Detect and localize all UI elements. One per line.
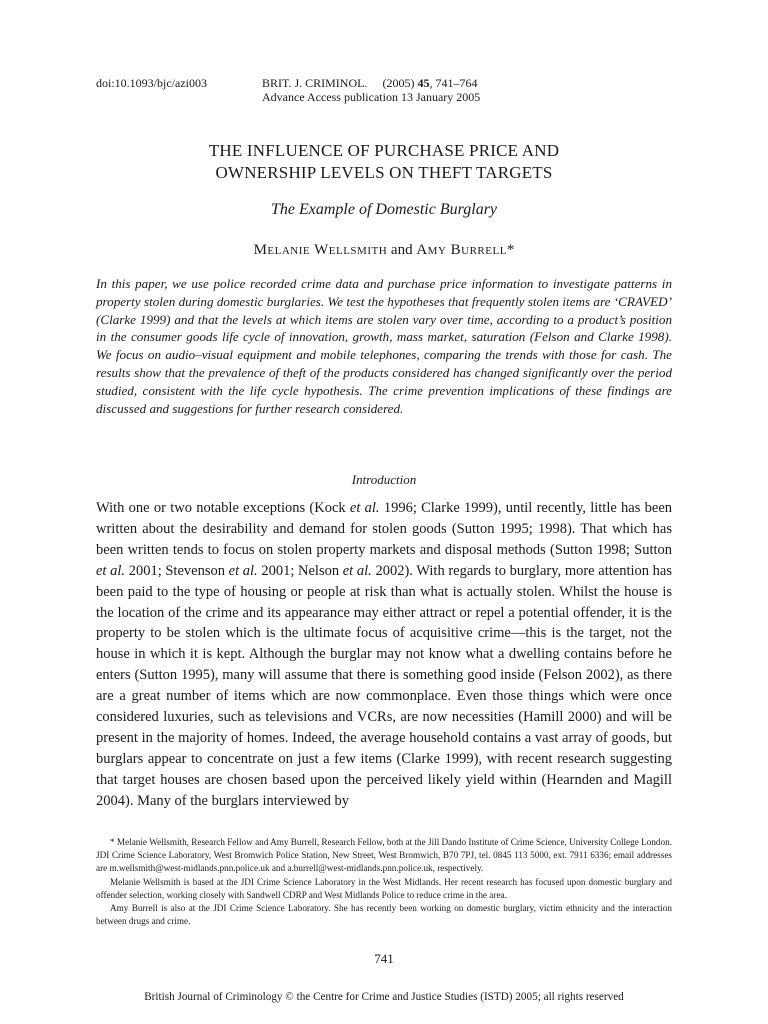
section-heading: Introduction <box>351 472 417 487</box>
paragraph-text: 2001; Nelson <box>257 562 343 579</box>
citation-et-al: et al. <box>349 500 380 516</box>
paragraph-text: 1996; Clarke 1999), until recently, little has been written about the desirability and demand for stolen goods (Sutton 1995; 1998). That which has been written tends to focus on stolen property markets and disposal methods (Sutton 1998; Sutton <box>96 500 673 558</box>
author-bio-note: Amy Burrell is also at the JDI Crime Science Laboratory. She has recently been working on domestic burglary, victim ethnicity and the interaction between drugs and crime. <box>96 903 672 927</box>
title-line-2: OWNERSHIP LEVELS ON THEFT TARGETS <box>215 163 553 182</box>
introduction-paragraph <box>96 498 672 812</box>
journal-year: (2005) <box>382 76 415 90</box>
article-subtitle: The Example of Domestic Burglary <box>270 201 498 218</box>
citation-line <box>262 76 480 90</box>
author-name-2: Amy Burrell <box>416 242 507 258</box>
copyright-notice: British Journal of Criminology © the Centre for Crime and Justice Studies (ISTD) 2005; all rights reserved <box>144 991 624 1003</box>
author-conjunction: and <box>387 242 417 258</box>
journal-volume: 45 <box>417 76 430 90</box>
title-line-1: THE INFLUENCE OF PURCHASE PRICE AND <box>208 141 560 160</box>
journal-citation <box>262 76 480 104</box>
citation-et-al: et al. <box>342 562 372 579</box>
paragraph-text: With one or two notable exceptions (Kock <box>96 500 350 516</box>
page-number: 741 <box>374 951 394 966</box>
author-bio-note: Melanie Wellsmith is based at the JDI Crime Science Laboratory in the West Midlands. Her recent research has focused upon domestic burglary and offender selection, working closely with Sandwell CDRP and West Midlands Police to reduce crime in the area. <box>96 876 672 900</box>
citation-et-al: et al. <box>96 562 126 579</box>
author-line <box>96 241 672 259</box>
paragraph-text: 2002). With regards to burglary, more attention has been paid to the type of housing or people at risk than what is actually stolen. Whilst the house is the location of the crime and its appearance may either attract or repel a potential offender, it is the property to be stolen which is the ultimate focus of acquisitive crime—this is the target, not the house in which it is kept. Although the burglar may not know what a dwelling contains before he enters (Sutton 1995), many will assume that there is something good inside (Felson 2002), as there are a great number of items which are now commonplace. Even those things which were once considered luxuries, such as televisions and VCRs, are now necessities (Hamill 2000) and will be present in the majority of homes. Indeed, the average household contains a vast array of goods, but burglars appear to concentrate on just a few items (Clarke 1999), with recent research suggesting that target houses are chosen based upon the perceived likely yield within (Hearnden and Magill 2004). Many of the burglars interviewed by <box>96 562 672 809</box>
journal-abbrev: BRIT. J. CRIMINOL. <box>262 76 368 90</box>
citation-et-al: et al. <box>228 562 258 579</box>
journal-pages: , 741–764 <box>429 76 478 90</box>
footnotes <box>96 836 672 928</box>
author-name-1: Melanie Wellsmith <box>253 242 388 258</box>
doi-label: doi:10.1093/bjc/azi003 <box>96 76 207 90</box>
author-footnote-mark: * <box>506 242 515 258</box>
paragraph-text: 2001; Stevenson <box>125 562 229 579</box>
article-title <box>96 140 672 184</box>
abstract: In this paper, we use police recorded crime data and purchase price information to investigate patterns in property stolen during domestic burglaries. We test the hypotheses that frequently stolen items are ‘CRAVED’ (Clarke 1999) and that the levels at which items are stolen vary over time, according to a product’s position in the consumer goods life cycle of innovation, growth, mass market, saturation (Felson and Clarke 1998). We focus on audio–visual equipment and mobile telephones, comparing the trends with those for cash. The results show that the prevalence of theft of the products considered has changed significantly over the period studied, consistent with the life cycle hypothesis. The crime prevention implications of these findings are discussed and suggestions for further research considered. <box>96 276 672 416</box>
author-affiliation-note: * Melanie Wellsmith, Research Fellow and Amy Burrell, Research Fellow, both at the Jill Dando Institute of Crime Science, University College London. JDI Crime Science Laboratory, West Bromwich Police Station, New Street, West Bromwich, B70 7PJ, tel. 0845 113 5000, ext. 7911 6336; email addresses are m.wellsmith@west-midlands.pnn.police.uk and a.burrell@west-midlands.pnn.police.uk, respectively. <box>96 837 672 874</box>
advance-access-line: Advance Access publication 13 January 2005 <box>262 90 481 104</box>
